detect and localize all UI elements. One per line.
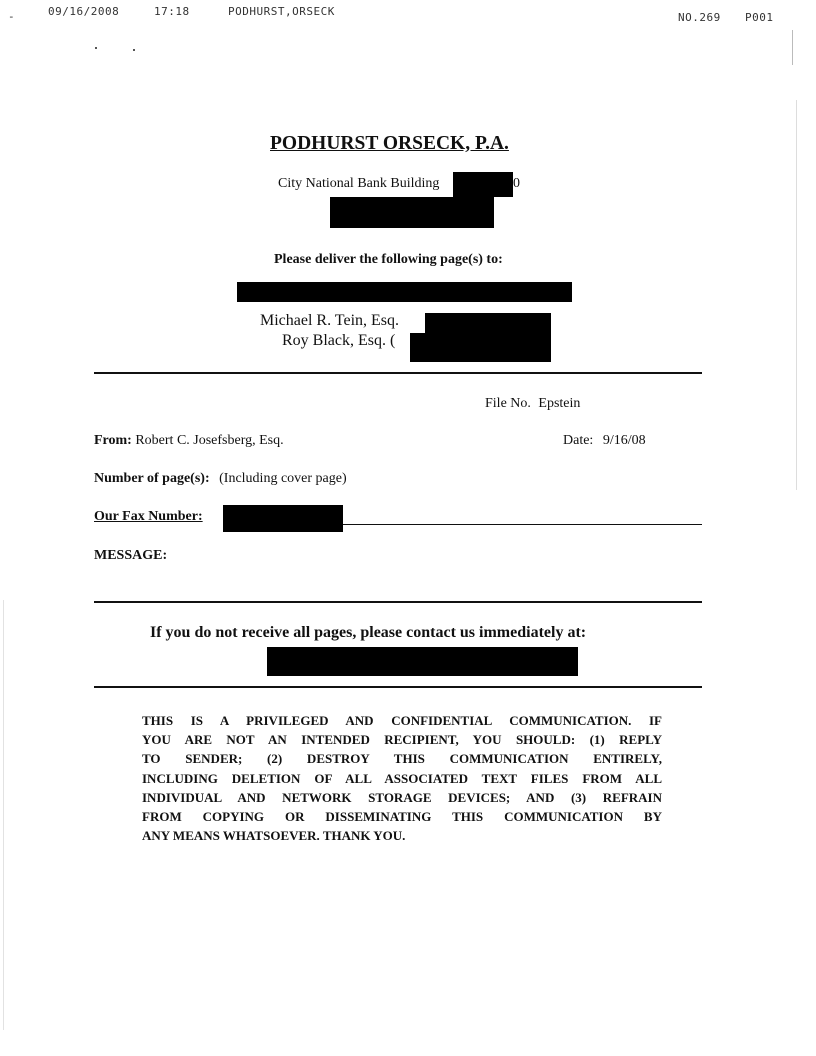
address-tail: 0: [513, 176, 520, 191]
fax-time: 17:18: [154, 5, 190, 18]
contact-notice: If you do not receive all pages, please contact us immediately at:: [150, 624, 587, 641]
fax-page: P001: [745, 11, 774, 24]
scan-speck: [95, 47, 97, 49]
confidentiality-notice: [142, 711, 662, 845]
notice-line: ANY MEANS WHATSOEVER. THANK YOU.: [142, 828, 406, 844]
redaction-box: [453, 172, 513, 197]
file-no: [485, 396, 580, 412]
notice-line: INCLUDING DELETION OF ALL ASSOCIATED TEXT FILES FROM ALL: [142, 770, 662, 786]
notice-line: THIS IS A PRIVILEGED AND CONFIDENTIAL COMMUNICATION. IF: [142, 713, 662, 728]
notice-line: TO SENDER; (2) DESTROY THIS COMMUNICATION ENTIRELY,: [142, 751, 662, 767]
from-label: From:: [94, 433, 132, 448]
divider: [94, 686, 702, 688]
fax-number-label: Our Fax Number:: [94, 509, 203, 524]
pages-value: (Including cover page): [219, 471, 347, 486]
message-label: MESSAGE:: [94, 548, 168, 563]
fax-date: 09/16/2008: [48, 5, 120, 18]
recipient-tein: Michael R. Tein, Esq.: [260, 312, 400, 329]
fax-number: NO.269: [678, 11, 721, 24]
redaction-box: [267, 647, 578, 676]
redaction-box: [223, 505, 343, 532]
redaction-box: [237, 282, 572, 302]
file-no-value: Epstein: [538, 396, 581, 411]
notice-line: INDIVIDUAL AND NETWORK STORAGE DEVICES; AND (3) REFRAIN: [142, 789, 662, 805]
deliver-heading: Please deliver the following page(s) to:: [274, 252, 503, 267]
pages-label: Number of page(s):: [94, 471, 210, 486]
scan-edge-mark: [796, 100, 797, 490]
redaction-box: [330, 197, 494, 228]
scan-edge-mark: [3, 600, 4, 1030]
redaction-box: [410, 333, 551, 362]
recipient-black: Roy Black, Esq. (: [282, 332, 396, 349]
from-value: Robert C. Josefsberg, Esq.: [135, 433, 284, 448]
pages-line: [94, 471, 347, 487]
fax-dash: -: [8, 10, 16, 23]
date-value: 9/16/08: [602, 433, 646, 448]
address-line: City National Bank Building: [278, 176, 440, 191]
divider: [94, 601, 702, 603]
date-label: Date:: [563, 433, 594, 448]
firm-name: PODHURST ORSECK, P.A.: [270, 133, 509, 154]
notice-line: YOU ARE NOT AN INTENDED RECIPIENT, YOU SHOULD: (1) REPLY: [142, 732, 662, 748]
fax-number-underline: [343, 524, 702, 525]
notice-line: FROM COPYING OR DISSEMINATING THIS COMMUNICATION BY: [142, 809, 662, 825]
fax-sender: PODHURST,ORSECK: [228, 5, 335, 18]
from-line: [94, 433, 284, 449]
scan-speck: [133, 49, 135, 51]
redaction-box: [425, 313, 551, 335]
scan-edge-mark: [792, 30, 793, 65]
file-no-label: File No.: [485, 396, 531, 411]
divider: [94, 372, 702, 374]
date-line: [563, 433, 646, 449]
